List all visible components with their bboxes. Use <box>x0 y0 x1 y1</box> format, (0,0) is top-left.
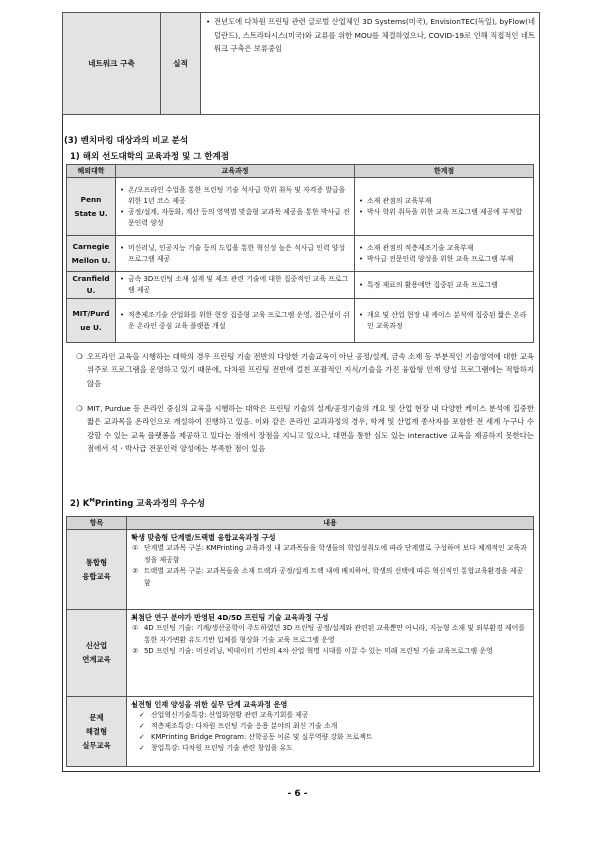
numbered-item <box>131 623 529 646</box>
network-label: 네트워크 구축 <box>63 13 161 115</box>
section-title: (3) 벤치마킹 대상과의 비교 분석 <box>64 136 189 146</box>
university-cell <box>67 178 116 236</box>
numbered-item <box>131 566 529 589</box>
curriculum-item: • 머신러닝, 인공지능 기술 등의 도입을 통한 혁신성 높은 석사급 인력 양성 프로그램 제공 <box>119 243 351 265</box>
number-marker: ① <box>132 544 139 552</box>
check-item-text: KMPrinting Bridge Program: 산학공동 이론 및 실무역량 강화 프로젝트 <box>151 733 373 741</box>
limits-cell <box>355 236 534 272</box>
content-heading: • 학생 맞춤형 단계별/트랙별 융합교육과정 구성 <box>131 532 529 543</box>
category-line: 통합형 <box>85 557 108 567</box>
checkmark-icon: ✓ <box>139 744 145 752</box>
check-item-text: 산업혁신기술특강: 산업화현황 관련 교육기회를 제공 <box>151 711 309 719</box>
limits-cell <box>355 178 534 236</box>
content-cell <box>127 610 534 697</box>
limit-item: • 소재 관점의 교육부재 <box>358 196 530 207</box>
merit-table <box>66 516 534 767</box>
university-cell <box>67 272 116 299</box>
limit-item: • 소재 관점의 적층제조기술 교육부재 <box>358 243 530 254</box>
university-name-line: ue U. <box>80 322 102 332</box>
university-name-line: Mellon U. <box>71 255 111 265</box>
numbered-item-text: 트랙별 교과목 구분: 교과목들을 소재 트랙과 공정/설계 트랙 내에 배치하여, 학생의 선택에 따른 혁신적인 통합교육환경을 제공함 <box>144 567 524 587</box>
university-name-line: MIT/Purd <box>72 308 110 318</box>
curriculum-item: • 공정/설계, 자동화, 계산 등의 영역별 맞춤형 교과목 제공을 통한 박사급 전문인력 양성 <box>119 207 351 229</box>
university-name-line: Cranfield <box>72 274 110 283</box>
curriculum-item: • 적층제조기술 산업화를 위한 현장 집중형 교육 프로그램 운영, 접근성이 쉬운 온라인 중심 교육 플랫폼 개설 <box>119 310 351 332</box>
subsection-1-title: 1) 해외 선도대학의 교육과정 및 그 한계점 <box>70 152 229 162</box>
curriculum-cell <box>116 272 355 299</box>
curriculum-cell <box>116 178 355 236</box>
numbered-item-text: 단계별 교과목 구분: KMPrinting 교육과정 내 교과목들을 학생들의 학업성취도에 따라 단계별로 구성하여 보다 체계적인 교육과정을 제공함 <box>144 544 527 564</box>
university-name-line: State U. <box>74 208 108 218</box>
category-cell <box>67 610 127 697</box>
limits-cell <box>355 272 534 299</box>
university-name-line: Penn <box>80 194 102 204</box>
subsection-2-prefix: 2) <box>70 499 83 509</box>
checkmark-icon: ✓ <box>139 733 145 741</box>
number-marker: ② <box>132 647 139 655</box>
check-item <box>131 743 529 754</box>
content-heading: • 최첨단 연구 분야가 반영된 4D/5D 프린팅 기술 교육과정 구성 <box>131 612 529 623</box>
content-cell <box>127 697 534 767</box>
category-line: 연계교육 <box>82 655 111 664</box>
content-heading: • 실전형 인재 양성을 위한 실무 단계 교육과정 운영 <box>131 699 529 710</box>
numbered-item-text: 5D 프린팅 기술: 머신러닝, 빅데이터 기반의 4차 산업 혁명 시대를 이끌 수 있는 미래 프린팅 기술 교육프로그램 운영 <box>144 647 493 655</box>
network-text-cell <box>201 13 540 115</box>
circle-bullet-icon: ❍ <box>76 404 83 413</box>
col-header-curriculum: 교육과정 <box>116 165 355 178</box>
page-number: - 6 - <box>287 789 308 799</box>
circle-bullet-icon: ❍ <box>76 352 83 361</box>
limit-item: • 특정 재료의 활용에만 집중된 교육 프로그램 <box>358 280 530 291</box>
curriculum-cell <box>116 236 355 272</box>
category-line: 융합교육 <box>82 571 111 581</box>
analysis-paragraph <box>76 350 534 390</box>
content-cell <box>127 530 534 610</box>
network-text: • 전년도에 다차원 프린팅 관련 글로벌 산업체인 3D Systems(미국), EnvisionTEC(독일), byFlow(네덜란드), 스트라타시스(미국)와 교류를 위한 MOU를 체결하였으나, COVID-19로 인해 직접적인 네트워크 구축은 보류중임 <box>205 15 535 56</box>
check-item <box>131 732 529 743</box>
university-cell <box>67 299 116 343</box>
col-header-limits: 한계점 <box>355 165 534 178</box>
category-line: 해결형 <box>85 726 108 736</box>
subsection-2-rest: Printing 교육과정의 우수성 <box>94 499 205 509</box>
network-status: 실적 <box>161 13 201 115</box>
km-k: K <box>82 499 90 509</box>
curriculum-item: • 온/오프라인 수업을 통한 프린팅 기술 석사급 학위 취득 및 자격증 발급을 위한 1년 코스 제공 <box>119 185 351 207</box>
col-header-university: 해외대학 <box>67 165 116 178</box>
curriculum-item: • 금속 3D프린팅 소재 설계 및 제조 관련 기술에 대한 집중적인 교육 프로그램 제공 <box>119 274 351 296</box>
subsection-2-title <box>70 497 205 509</box>
col-header-content: 내용 <box>127 517 534 530</box>
paragraph-text: 오프라인 교육을 시행하는 대학의 경우 프린팅 기술 전반의 다양한 기술교육이 아닌 공정/설계, 금속 소재 등 부분적인 기술영역에 대한 교육 위주로 프로그램을 운영하고 있기 때문에, 다차원 프린팅 전반에 걸친 포괄적인 지식/기술을 가진 융합형 인재 양성 프로그램에는 적합하지 않음 <box>87 352 534 388</box>
category-line: 문제 <box>89 712 104 722</box>
limit-item: • 개요 및 산업 현장 내 케이스 분석에 집중된 짧은 온라인 교육과정 <box>358 310 530 332</box>
number-marker: ① <box>132 624 139 632</box>
numbered-item-text: 4D 프린팅 기술: 기계/생산공학이 주도하였던 3D 프린팅 공정/설계와 관련된 교육뿐만 아니라, 지능형 소재 및 외부환경 제어를 통한 자가변환 유도기반 입체를 형상화 기술 교육 프로그램 운영 <box>144 624 525 644</box>
check-item <box>131 721 529 732</box>
numbered-item <box>131 543 529 566</box>
university-name-line: Carnegie <box>72 241 110 251</box>
km-m: M <box>89 498 95 505</box>
benchmark-table <box>66 164 534 343</box>
category-line: 신산업 <box>85 641 108 650</box>
network-table <box>62 12 540 115</box>
category-cell <box>67 530 127 610</box>
university-cell <box>67 236 116 272</box>
limit-item: • 박사급 전문인력 양성을 위한 교육 프로그램 부재 <box>358 254 530 265</box>
analysis-paragraph <box>76 402 534 455</box>
curriculum-cell <box>116 299 355 343</box>
check-item-text: 창업특강: 다차원 프린팅 기술 관련 창업을 유도 <box>151 744 293 752</box>
category-cell <box>67 697 127 767</box>
limits-cell <box>355 299 534 343</box>
category-line: 실무교육 <box>82 740 111 750</box>
number-marker: ② <box>132 567 139 575</box>
check-item <box>131 710 529 721</box>
checkmark-icon: ✓ <box>139 711 145 719</box>
check-item-text: 적층제조특강: 다차원 프린팅 기술 응용 분야의 최신 기술 소개 <box>151 722 338 730</box>
numbered-item <box>131 646 529 658</box>
checkmark-icon: ✓ <box>139 722 145 730</box>
paragraph-text: MIT, Purdue 등 온라인 중심의 교육을 시행하는 대학은 프린팅 기술의 설계/공정기술의 개요 및 산업 현장 내 다양한 케이스 분석에 집중한 짧은 교과목을 온라인으로 개설하여 진행하고 있음. 이와 같은 온라인 교과과정의 경우, 학계 및 산업계 종사자를 포함한 전 세계 누구나 수강할 수 있는 교육 플랫폼을 제공하고 있다는 점에서 장점을 지니고 있으나, 대면을 통한 심도 있는 interactive 교육을 제공하지 못한다는 점에서 석ㆍ박사급 전문인력 양성에는 부족한 점이 있음 <box>87 404 534 453</box>
col-header-item: 항목 <box>67 517 127 530</box>
limit-item: • 박사 학위 취득을 위한 교육 프로그램 제공에 부적합 <box>358 207 530 218</box>
university-name-line: U. <box>86 286 96 295</box>
